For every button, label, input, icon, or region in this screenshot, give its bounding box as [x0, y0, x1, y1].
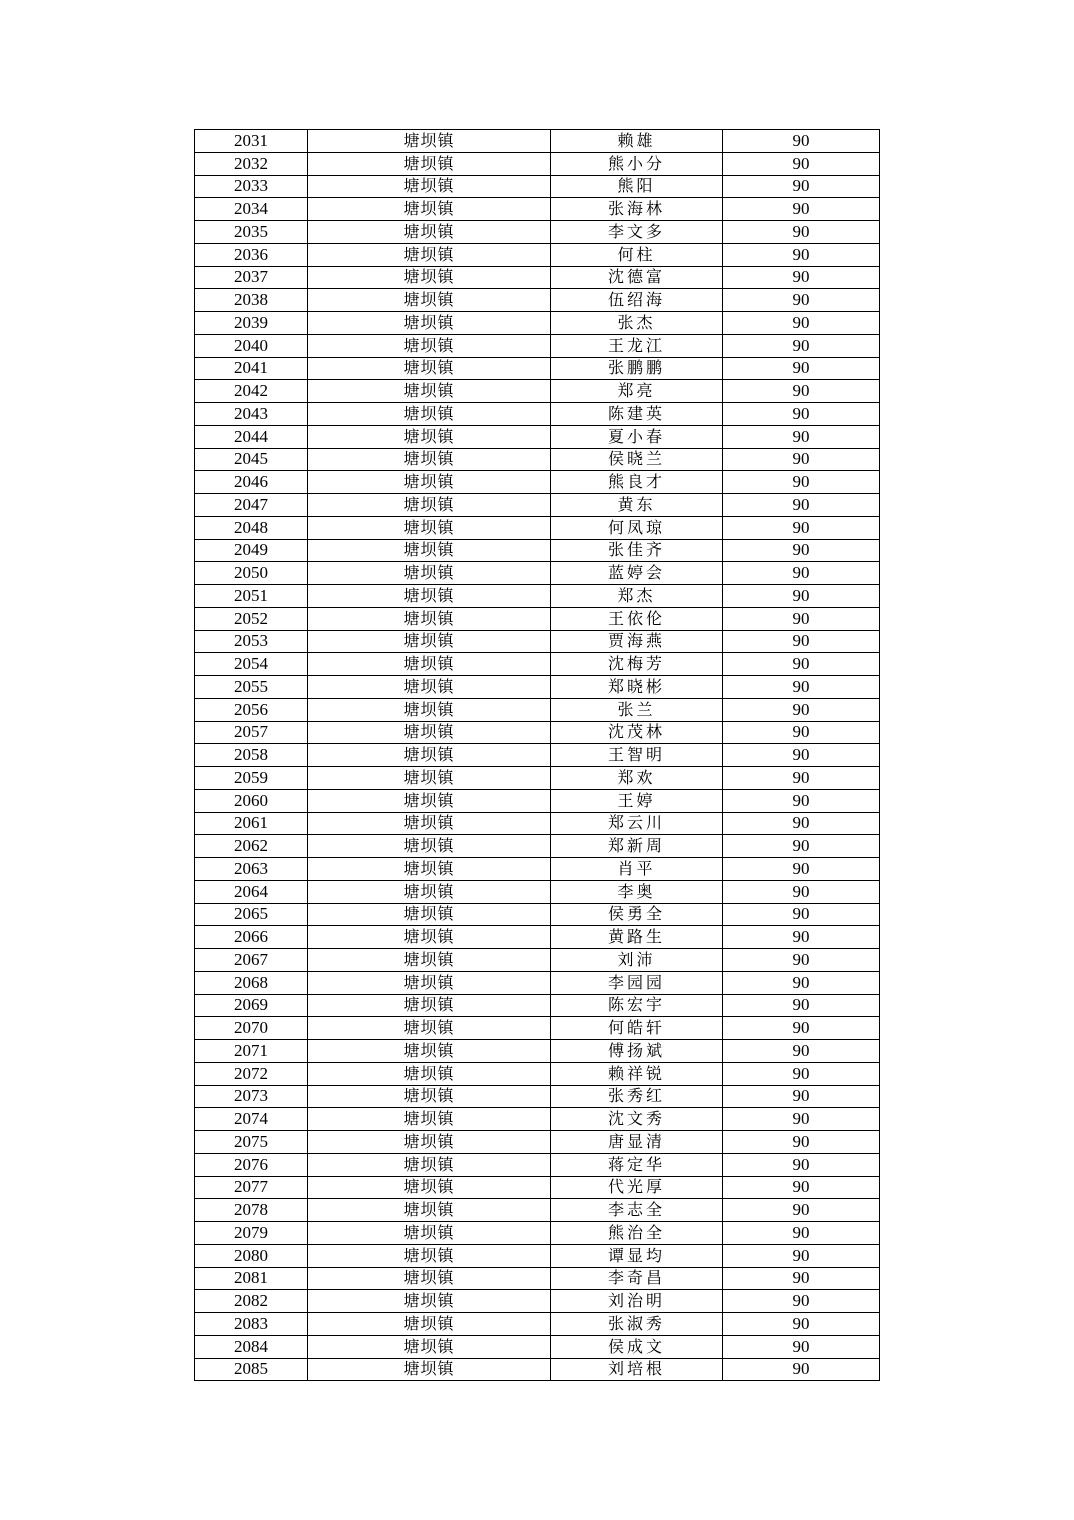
cell-name: 蓝婷会: [551, 562, 723, 585]
table-row: [195, 1313, 880, 1336]
cell-name: 熊治全: [551, 1222, 723, 1245]
table-row: [195, 949, 880, 972]
cell-town: 塘坝镇: [308, 676, 551, 699]
cell-town: 塘坝镇: [308, 1176, 551, 1199]
table-row: [195, 1153, 880, 1176]
cell-town: 塘坝镇: [308, 494, 551, 517]
cell-name: 熊良才: [551, 471, 723, 494]
cell-number: 2039: [195, 312, 308, 335]
cell-score: 90: [723, 858, 880, 881]
table-row: [195, 789, 880, 812]
cell-number: 2071: [195, 1040, 308, 1063]
table-row: [195, 357, 880, 380]
cell-number: 2079: [195, 1222, 308, 1245]
cell-score: 90: [723, 994, 880, 1017]
table-row: [195, 562, 880, 585]
cell-number: 2084: [195, 1335, 308, 1358]
cell-number: 2046: [195, 471, 308, 494]
cell-score: 90: [723, 1153, 880, 1176]
cell-name: 赖祥锐: [551, 1062, 723, 1085]
table-row: [195, 994, 880, 1017]
cell-name: 贾海燕: [551, 630, 723, 653]
cell-name: 王智明: [551, 744, 723, 767]
table-row: [195, 1244, 880, 1267]
cell-score: 90: [723, 1085, 880, 1108]
cell-score: 90: [723, 380, 880, 403]
cell-score: 90: [723, 1017, 880, 1040]
table-row: [195, 289, 880, 312]
cell-score: 90: [723, 1176, 880, 1199]
cell-town: 塘坝镇: [308, 653, 551, 676]
table-row: [195, 835, 880, 858]
cell-name: 侯成文: [551, 1335, 723, 1358]
table-row: [195, 653, 880, 676]
cell-name: 黄路生: [551, 926, 723, 949]
cell-number: 2076: [195, 1153, 308, 1176]
cell-name: 熊阳: [551, 175, 723, 198]
cell-number: 2053: [195, 630, 308, 653]
cell-score: 90: [723, 562, 880, 585]
table-row: [195, 266, 880, 289]
cell-number: 2081: [195, 1267, 308, 1290]
cell-score: 90: [723, 312, 880, 335]
cell-town: 塘坝镇: [308, 1313, 551, 1336]
cell-score: 90: [723, 152, 880, 175]
cell-town: 塘坝镇: [308, 585, 551, 608]
cell-town: 塘坝镇: [308, 1358, 551, 1381]
cell-name: 何皓轩: [551, 1017, 723, 1040]
cell-town: 塘坝镇: [308, 198, 551, 221]
cell-number: 2048: [195, 516, 308, 539]
cell-number: 2056: [195, 698, 308, 721]
cell-number: 2070: [195, 1017, 308, 1040]
table-row: [195, 698, 880, 721]
cell-number: 2036: [195, 243, 308, 266]
table-row: [195, 676, 880, 699]
cell-town: 塘坝镇: [308, 858, 551, 881]
cell-town: 塘坝镇: [308, 1108, 551, 1131]
cell-number: 2074: [195, 1108, 308, 1131]
table-row: [195, 1335, 880, 1358]
table-row: [195, 494, 880, 517]
cell-town: 塘坝镇: [308, 744, 551, 767]
cell-score: 90: [723, 653, 880, 676]
cell-number: 2035: [195, 221, 308, 244]
table-row: [195, 1085, 880, 1108]
table-row: [195, 812, 880, 835]
cell-score: 90: [723, 494, 880, 517]
cell-score: 90: [723, 243, 880, 266]
cell-score: 90: [723, 1222, 880, 1245]
cell-score: 90: [723, 676, 880, 699]
cell-town: 塘坝镇: [308, 403, 551, 426]
table-row: [195, 198, 880, 221]
cell-number: 2047: [195, 494, 308, 517]
cell-name: 张淑秀: [551, 1313, 723, 1336]
cell-score: 90: [723, 266, 880, 289]
cell-town: 塘坝镇: [308, 221, 551, 244]
cell-town: 塘坝镇: [308, 1290, 551, 1313]
cell-score: 90: [723, 175, 880, 198]
cell-number: 2040: [195, 334, 308, 357]
cell-name: 王龙江: [551, 334, 723, 357]
cell-name: 何凤琼: [551, 516, 723, 539]
cell-score: 90: [723, 130, 880, 153]
cell-name: 侯晓兰: [551, 448, 723, 471]
cell-name: 郑亮: [551, 380, 723, 403]
cell-number: 2073: [195, 1085, 308, 1108]
cell-score: 90: [723, 471, 880, 494]
cell-town: 塘坝镇: [308, 175, 551, 198]
cell-name: 张兰: [551, 698, 723, 721]
cell-name: 夏小春: [551, 425, 723, 448]
cell-name: 何柱: [551, 243, 723, 266]
cell-town: 塘坝镇: [308, 425, 551, 448]
cell-town: 塘坝镇: [308, 1199, 551, 1222]
table-row: [195, 1062, 880, 1085]
cell-number: 2066: [195, 926, 308, 949]
table-row: [195, 312, 880, 335]
cell-town: 塘坝镇: [308, 1085, 551, 1108]
cell-score: 90: [723, 1040, 880, 1063]
cell-name: 陈建英: [551, 403, 723, 426]
cell-number: 2063: [195, 858, 308, 881]
cell-town: 塘坝镇: [308, 835, 551, 858]
table-row: [195, 721, 880, 744]
cell-score: 90: [723, 198, 880, 221]
cell-number: 2078: [195, 1199, 308, 1222]
cell-town: 塘坝镇: [308, 312, 551, 335]
table-row: [195, 1131, 880, 1154]
cell-score: 90: [723, 835, 880, 858]
cell-name: 张秀红: [551, 1085, 723, 1108]
cell-name: 郑晓彬: [551, 676, 723, 699]
cell-town: 塘坝镇: [308, 289, 551, 312]
cell-name: 熊小分: [551, 152, 723, 175]
cell-name: 张佳齐: [551, 539, 723, 562]
table-row: [195, 767, 880, 790]
cell-name: 陈宏宇: [551, 994, 723, 1017]
cell-score: 90: [723, 539, 880, 562]
cell-name: 李志全: [551, 1199, 723, 1222]
cell-town: 塘坝镇: [308, 380, 551, 403]
table-row: [195, 1017, 880, 1040]
cell-town: 塘坝镇: [308, 152, 551, 175]
cell-name: 郑云川: [551, 812, 723, 835]
cell-score: 90: [723, 1108, 880, 1131]
cell-name: 代光厚: [551, 1176, 723, 1199]
cell-number: 2061: [195, 812, 308, 835]
cell-town: 塘坝镇: [308, 357, 551, 380]
cell-number: 2067: [195, 949, 308, 972]
cell-score: 90: [723, 516, 880, 539]
cell-town: 塘坝镇: [308, 334, 551, 357]
cell-town: 塘坝镇: [308, 971, 551, 994]
table-row: [195, 516, 880, 539]
table-row: [195, 425, 880, 448]
cell-score: 90: [723, 221, 880, 244]
table-row: [195, 630, 880, 653]
cell-score: 90: [723, 1199, 880, 1222]
cell-town: 塘坝镇: [308, 1131, 551, 1154]
cell-number: 2044: [195, 425, 308, 448]
cell-score: 90: [723, 585, 880, 608]
cell-name: 伍绍海: [551, 289, 723, 312]
cell-name: 张海林: [551, 198, 723, 221]
table-row: [195, 926, 880, 949]
table-row: [195, 744, 880, 767]
cell-name: 李奇昌: [551, 1267, 723, 1290]
cell-town: 塘坝镇: [308, 1017, 551, 1040]
cell-number: 2038: [195, 289, 308, 312]
table-row: [195, 380, 880, 403]
cell-score: 90: [723, 289, 880, 312]
cell-score: 90: [723, 448, 880, 471]
table-row: [195, 1108, 880, 1131]
cell-town: 塘坝镇: [308, 767, 551, 790]
table-row: [195, 585, 880, 608]
cell-town: 塘坝镇: [308, 516, 551, 539]
cell-score: 90: [723, 971, 880, 994]
cell-town: 塘坝镇: [308, 789, 551, 812]
cell-score: 90: [723, 880, 880, 903]
cell-number: 2041: [195, 357, 308, 380]
cell-number: 2060: [195, 789, 308, 812]
cell-name: 郑新周: [551, 835, 723, 858]
cell-score: 90: [723, 630, 880, 653]
cell-name: 黄东: [551, 494, 723, 517]
cell-town: 塘坝镇: [308, 1222, 551, 1245]
cell-score: 90: [723, 721, 880, 744]
cell-town: 塘坝镇: [308, 994, 551, 1017]
table-row: [195, 243, 880, 266]
cell-name: 李文多: [551, 221, 723, 244]
table-row: [195, 971, 880, 994]
cell-number: 2077: [195, 1176, 308, 1199]
cell-number: 2080: [195, 1244, 308, 1267]
cell-score: 90: [723, 789, 880, 812]
cell-name: 谭显均: [551, 1244, 723, 1267]
cell-name: 郑欢: [551, 767, 723, 790]
table-row: [195, 1290, 880, 1313]
table-row: [195, 130, 880, 153]
cell-town: 塘坝镇: [308, 539, 551, 562]
table-row: [195, 403, 880, 426]
cell-number: 2055: [195, 676, 308, 699]
cell-town: 塘坝镇: [308, 812, 551, 835]
cell-town: 塘坝镇: [308, 630, 551, 653]
cell-town: 塘坝镇: [308, 1040, 551, 1063]
cell-town: 塘坝镇: [308, 926, 551, 949]
table-row: [195, 880, 880, 903]
cell-number: 2054: [195, 653, 308, 676]
cell-number: 2065: [195, 903, 308, 926]
cell-name: 沈文秀: [551, 1108, 723, 1131]
cell-name: 刘治明: [551, 1290, 723, 1313]
cell-number: 2075: [195, 1131, 308, 1154]
cell-score: 90: [723, 767, 880, 790]
cell-score: 90: [723, 698, 880, 721]
cell-town: 塘坝镇: [308, 698, 551, 721]
table-row: [195, 1199, 880, 1222]
cell-town: 塘坝镇: [308, 562, 551, 585]
cell-name: 傅扬斌: [551, 1040, 723, 1063]
cell-number: 2082: [195, 1290, 308, 1313]
cell-number: 2051: [195, 585, 308, 608]
cell-name: 王依伦: [551, 607, 723, 630]
cell-number: 2062: [195, 835, 308, 858]
table-row: [195, 1267, 880, 1290]
cell-town: 塘坝镇: [308, 1153, 551, 1176]
table-row: [195, 1040, 880, 1063]
cell-town: 塘坝镇: [308, 949, 551, 972]
cell-score: 90: [723, 1313, 880, 1336]
cell-town: 塘坝镇: [308, 471, 551, 494]
cell-town: 塘坝镇: [308, 266, 551, 289]
table-row: [195, 221, 880, 244]
cell-town: 塘坝镇: [308, 1335, 551, 1358]
cell-score: 90: [723, 425, 880, 448]
cell-number: 2050: [195, 562, 308, 585]
cell-score: 90: [723, 744, 880, 767]
table-row: [195, 607, 880, 630]
cell-name: 侯勇全: [551, 903, 723, 926]
cell-town: 塘坝镇: [308, 1062, 551, 1085]
cell-score: 90: [723, 812, 880, 835]
table-row: [195, 903, 880, 926]
cell-name: 李奥: [551, 880, 723, 903]
cell-town: 塘坝镇: [308, 1267, 551, 1290]
cell-score: 90: [723, 607, 880, 630]
cell-score: 90: [723, 1335, 880, 1358]
cell-number: 2064: [195, 880, 308, 903]
cell-score: 90: [723, 1290, 880, 1313]
cell-number: 2069: [195, 994, 308, 1017]
table-row: [195, 334, 880, 357]
cell-name: 张鹏鹏: [551, 357, 723, 380]
table-row: [195, 152, 880, 175]
table-row: [195, 448, 880, 471]
table-row: [195, 539, 880, 562]
cell-number: 2052: [195, 607, 308, 630]
cell-score: 90: [723, 903, 880, 926]
cell-name: 唐显清: [551, 1131, 723, 1154]
roster-table-body: [195, 130, 880, 1381]
cell-score: 90: [723, 1062, 880, 1085]
cell-number: 2049: [195, 539, 308, 562]
cell-number: 2045: [195, 448, 308, 471]
cell-name: 蒋定华: [551, 1153, 723, 1176]
cell-score: 90: [723, 357, 880, 380]
table-row: [195, 175, 880, 198]
cell-town: 塘坝镇: [308, 1244, 551, 1267]
cell-number: 2034: [195, 198, 308, 221]
table-row: [195, 1358, 880, 1381]
cell-number: 2058: [195, 744, 308, 767]
cell-number: 2037: [195, 266, 308, 289]
table-row: [195, 471, 880, 494]
cell-score: 90: [723, 334, 880, 357]
cell-name: 郑杰: [551, 585, 723, 608]
roster-table: [194, 129, 880, 1381]
cell-number: 2057: [195, 721, 308, 744]
cell-town: 塘坝镇: [308, 721, 551, 744]
cell-number: 2059: [195, 767, 308, 790]
cell-town: 塘坝镇: [308, 448, 551, 471]
table-row: [195, 1176, 880, 1199]
cell-number: 2032: [195, 152, 308, 175]
cell-score: 90: [723, 1358, 880, 1381]
cell-name: 李园园: [551, 971, 723, 994]
cell-name: 肖平: [551, 858, 723, 881]
cell-town: 塘坝镇: [308, 130, 551, 153]
cell-score: 90: [723, 1244, 880, 1267]
cell-score: 90: [723, 403, 880, 426]
cell-number: 2043: [195, 403, 308, 426]
table-row: [195, 1222, 880, 1245]
cell-number: 2072: [195, 1062, 308, 1085]
cell-number: 2085: [195, 1358, 308, 1381]
cell-number: 2042: [195, 380, 308, 403]
cell-town: 塘坝镇: [308, 243, 551, 266]
cell-number: 2083: [195, 1313, 308, 1336]
cell-name: 沈茂林: [551, 721, 723, 744]
cell-town: 塘坝镇: [308, 607, 551, 630]
cell-number: 2068: [195, 971, 308, 994]
cell-name: 赖雄: [551, 130, 723, 153]
cell-name: 刘沛: [551, 949, 723, 972]
cell-town: 塘坝镇: [308, 880, 551, 903]
cell-score: 90: [723, 1131, 880, 1154]
cell-number: 2031: [195, 130, 308, 153]
cell-name: 王婷: [551, 789, 723, 812]
cell-name: 刘培根: [551, 1358, 723, 1381]
cell-name: 沈德富: [551, 266, 723, 289]
cell-score: 90: [723, 949, 880, 972]
cell-town: 塘坝镇: [308, 903, 551, 926]
cell-number: 2033: [195, 175, 308, 198]
cell-name: 沈梅芳: [551, 653, 723, 676]
table-row: [195, 858, 880, 881]
cell-score: 90: [723, 1267, 880, 1290]
cell-name: 张杰: [551, 312, 723, 335]
cell-score: 90: [723, 926, 880, 949]
